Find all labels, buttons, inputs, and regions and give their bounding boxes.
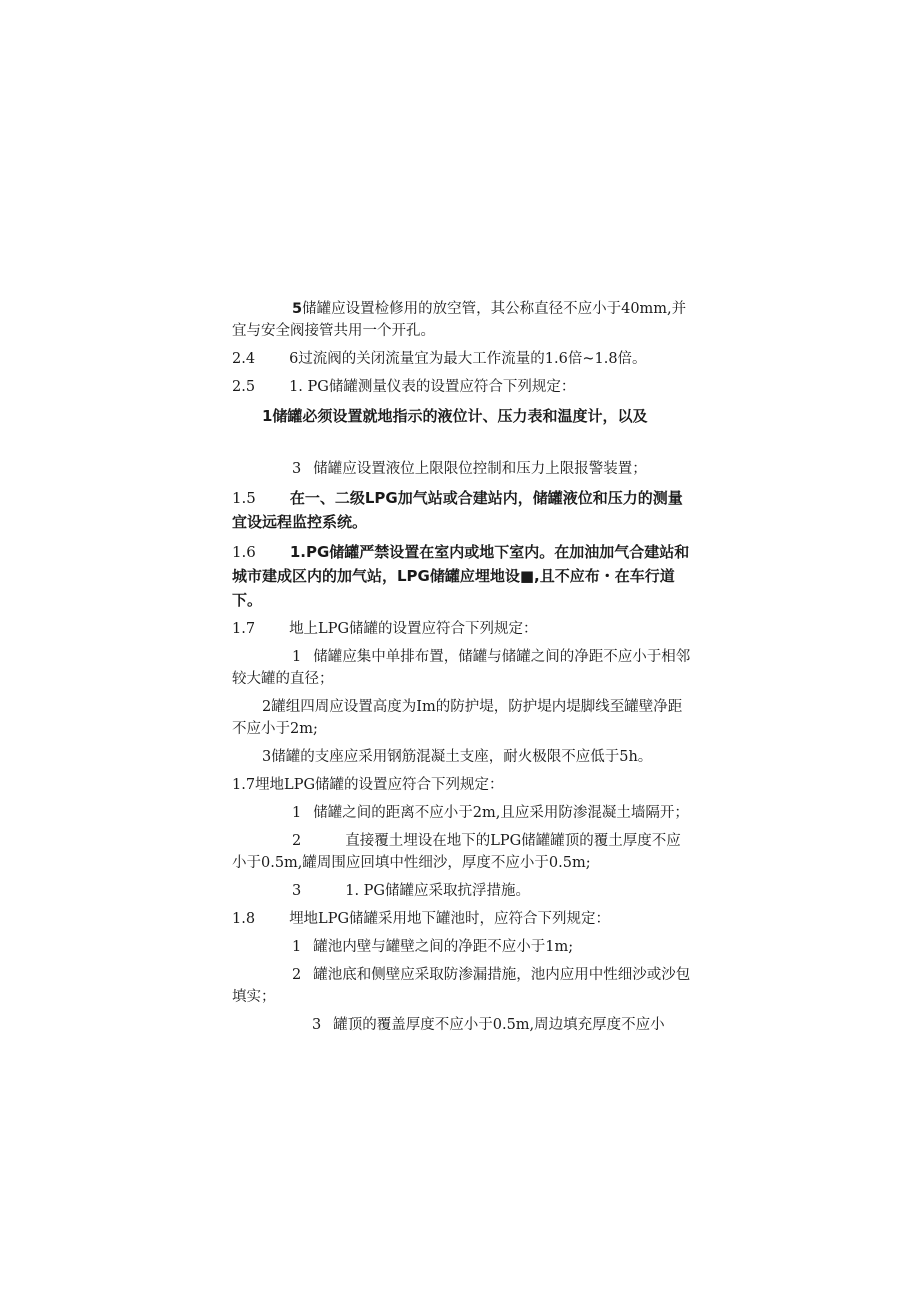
section-number: 2.5 <box>232 379 256 395</box>
paragraph-text: 地上LPG储罐的设置应符合下列规定： <box>289 621 538 637</box>
paragraph-section-1-7-buried <box>232 774 692 796</box>
paragraph-item-1-distance <box>232 802 692 824</box>
paragraph-text: 6过流阀的关闭流量宜为最大工作流量的1.6倍~1.8倍。 <box>289 351 647 367</box>
paragraph-text: 储罐之间的距离不应小于2m,且应采用防渗混凝土墙隔开； <box>313 805 689 821</box>
paragraph-text: 1储罐必须设置就地指示的液位计、压力表和温度计，以及 <box>262 407 648 425</box>
paragraph-text: 罐池底和侧壁应采取防渗漏措施，池内应用中性细沙或沙包填实； <box>232 967 691 1005</box>
paragraph-text: 罐顶的覆盖厚度不应小于0.5m,周边填充厚度不应小 <box>333 1017 665 1033</box>
paragraph-section-1-6 <box>232 540 692 612</box>
paragraph-text: 储罐应集中单排布置，储罐与储罐之间的净距不应小于相邻较大罐的直径； <box>232 649 691 687</box>
paragraph-item-2-pit-seepage <box>232 964 692 1008</box>
paragraph-text: 1.PG储罐严禁设置在室内或地下室内。在加油加气合建站和城市建成区内的加气站，LPG储罐应埋地设■,且不应布・在车行道下。 <box>232 543 690 609</box>
paragraph-section-2-4 <box>232 348 692 370</box>
paragraph-item-3-limit <box>232 458 692 480</box>
paragraph-text: 埋地LPG储罐采用地下罐池时，应符合下列规定： <box>289 911 611 927</box>
paragraph-item-1-pit-wall <box>232 936 692 958</box>
paragraph-section-1-8 <box>232 908 692 930</box>
section-number: 1.5 <box>232 489 256 507</box>
paragraph-section-2-5 <box>232 376 692 398</box>
paragraph-section-1-7 <box>232 618 692 640</box>
paragraph-text: 1. PG储罐应采取抗浮措施。 <box>345 883 531 899</box>
item-number: 3 <box>292 461 302 477</box>
paragraph-text: 在一、二级LPG加气站或合建站内，储罐液位和压力的测量宜设远程监控系统。 <box>232 489 683 531</box>
paragraph-item-1-layout <box>232 646 692 690</box>
document-body <box>232 298 692 1042</box>
paragraph-text: 1. PG储罐测量仪表的设置应符合下列规定： <box>289 379 576 395</box>
paragraph-item-3-support <box>232 746 692 768</box>
paragraph-section-1-5 <box>232 486 692 534</box>
item-number: 2 <box>292 833 302 849</box>
section-number: 1.8 <box>232 911 256 927</box>
item-number: 1 <box>292 649 302 665</box>
paragraph-text: 罐池内壁与罐壁之间的净距不应小于1m; <box>313 939 574 955</box>
item-number: 5 <box>292 301 303 317</box>
item-number: 1 <box>292 939 302 955</box>
section-number: 2.4 <box>232 351 256 367</box>
item-number: 2 <box>292 967 302 983</box>
paragraph-text: 储罐应设置检修用的放空管，其公称直径不应小于40mm,并宜与安全阀接管共用一个开孔。 <box>232 301 687 339</box>
paragraph-text: 1.7埋地LPG储罐的设置应符合下列规定： <box>232 777 504 793</box>
paragraph-text: 储罐应设置液位上限限位控制和压力上限报警装置； <box>313 461 647 477</box>
paragraph-item-2-dike <box>232 696 692 740</box>
paragraph-item-5 <box>232 298 692 342</box>
paragraph-text: 直接覆土埋设在地下的LPG储罐罐顶的覆土厚度不应小于0.5m,罐周围应回填中性细沙，厚度不应小于0.5m; <box>232 833 681 871</box>
paragraph-item-3-pit-cover <box>232 1014 692 1036</box>
section-number: 1.7 <box>232 621 256 637</box>
item-number: 1 <box>292 805 302 821</box>
section-number: 1.6 <box>232 543 256 561</box>
item-number: 3 <box>292 883 302 899</box>
paragraph-item-1-instruments <box>232 404 692 428</box>
paragraph-item-3-antifloat <box>232 880 692 902</box>
paragraph-text: 3储罐的支座应采用钢筋混凝土支座，耐火极限不应低于5h。 <box>262 749 653 765</box>
paragraph-text: 2罐组四周应设置高度为Im的防护堤，防护堤内堤脚线至罐壁净距不应小于2m; <box>232 699 683 737</box>
paragraph-item-2-cover <box>232 830 692 874</box>
item-number: 3 <box>312 1017 322 1033</box>
